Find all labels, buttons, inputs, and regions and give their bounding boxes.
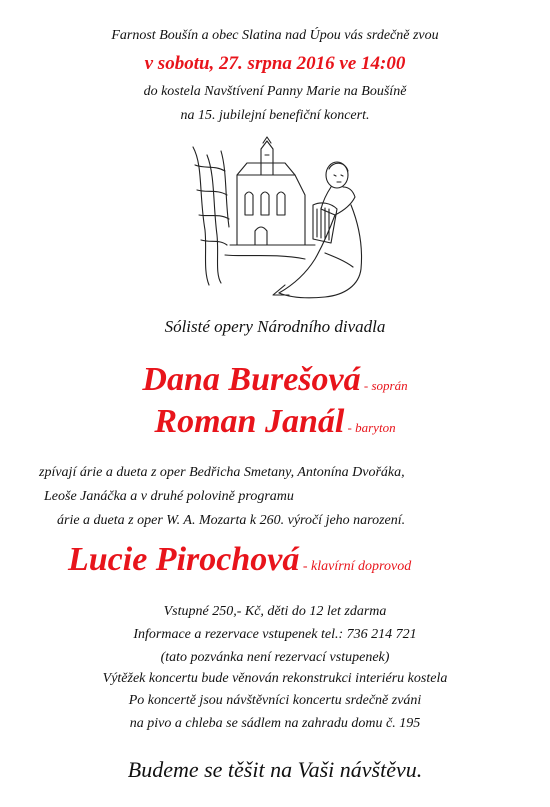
- invitation-line: Farnost Boušín a obec Slatina nad Úpou vás srdečně zvou: [111, 28, 439, 43]
- performers-intro: Sólisté opery Národního divadla: [164, 317, 386, 336]
- venue-line: do kostela Navštívení Panny Marie na Boušíně: [143, 84, 407, 99]
- trees-sketch: [193, 147, 229, 285]
- proceeds-info: Výtěžek koncertu bude věnován rekonstrukci interiéru kostela: [102, 671, 448, 686]
- harpist-sketch: [273, 162, 362, 298]
- concert-line: na 15. jubilejní benefiční koncert.: [180, 108, 370, 123]
- admission-info: Vstupné 250,- Kč, děti do 12 let zdarma: [163, 604, 387, 619]
- after-concert-line-1: Po koncertě jsou návštěvníci koncertu srdečně zváni: [128, 693, 422, 708]
- pianist-role: - klavírní doprovod: [299, 559, 412, 574]
- soloist-soprano-role: - soprán: [360, 378, 408, 393]
- program-line-3: árie a dueta z oper W. A. Mozarta k 260. výročí jeho narození.: [57, 513, 406, 528]
- pianist: [68, 543, 411, 577]
- soloist-soprano: [0, 363, 550, 397]
- soloist-baritone-role: - baryton: [344, 420, 396, 435]
- event-date: v sobotu, 27. srpna 2016 ve 14:00: [144, 53, 406, 74]
- church-harpist-sketch: [185, 135, 375, 305]
- church-sketch: [225, 137, 315, 259]
- soloist-baritone: [0, 405, 550, 439]
- program-line-1: zpívají árie a dueta z oper Bedřicha Smetany, Antonína Dvořáka,: [39, 465, 405, 480]
- after-concert-line-2: na pivo a chleba se sádlem na zahradu domu č. 195: [129, 716, 421, 731]
- closing-line: Budeme se těšit na Vaši návštěvu.: [127, 757, 423, 782]
- pianist-name: Lucie Pirochová: [68, 541, 300, 578]
- reservation-info: Informace a rezervace vstupenek tel.: 736 214 721: [133, 627, 417, 642]
- program-line-2: Leoše Janáčka a v druhé polovině programu: [44, 489, 294, 504]
- reservation-note: (tato pozvánka není rezervací vstupenek): [160, 650, 390, 665]
- soloist-soprano-name: Dana Burešová: [142, 361, 361, 398]
- soloist-baritone-name: Roman Janál: [154, 403, 345, 440]
